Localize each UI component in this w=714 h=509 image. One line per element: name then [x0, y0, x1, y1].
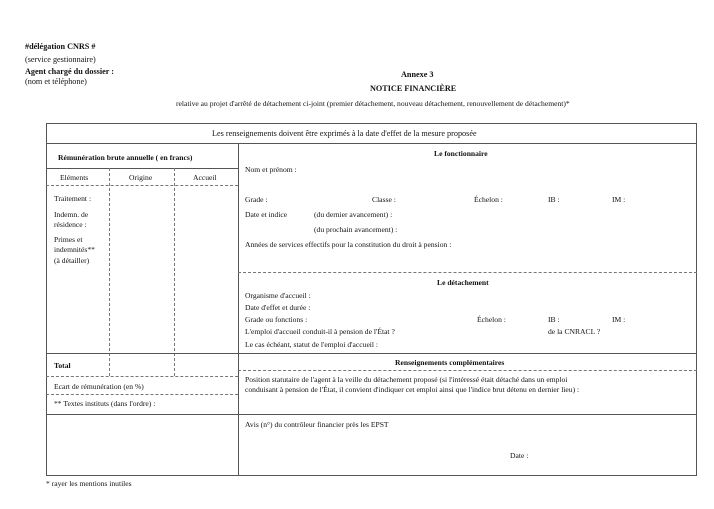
position-line-2: conduisant à pension de l'État, il convient d'indiquer cet emploi ainsi que l'indice brut détenu en dernier lieu) :: [245, 385, 580, 394]
emploi-pension-label: L'emploi d'accueil conduit-il à pension de l'État ?: [245, 327, 395, 336]
detachement-heading: Le détachement: [437, 278, 489, 287]
complementaires-heading: Renseignements complémentaires: [395, 358, 505, 367]
service-label: (service gestionnaire): [25, 55, 96, 64]
row-indemn-1: Indemn. de: [54, 210, 89, 219]
prochain-avancement-label: (du prochain avancement) :: [314, 225, 398, 234]
ib-label: IB :: [548, 195, 560, 204]
banner-divider: [46, 143, 697, 144]
dernier-avancement-label: (du dernier avancement) :: [314, 210, 393, 219]
det-ib-label: IB :: [548, 315, 560, 324]
position-line-1: Position statutaire de l'agent à la veille du détachement proposé (si l'intéressé était détaché dans un emploi: [245, 375, 568, 384]
col-elements: Eléments: [60, 173, 89, 182]
notice-subtitle: relative au projet d'arrêté de détachement ci-joint (premier détachement, nouveau détachement, renouvellement de détachement)*: [176, 99, 570, 108]
cnracl-label: de la CNRACL ?: [548, 327, 601, 336]
statut-emploi-label: Le cas échéant, statut de l'emploi d'accueil :: [245, 340, 379, 349]
delegation-label: #délégation CNRS #: [25, 42, 96, 51]
grade-fonctions-label: Grade ou fonctions :: [245, 315, 308, 324]
classe-label: Classe :: [372, 195, 396, 204]
textes-label: ** Textes instituts (dans l'ordre) :: [54, 399, 156, 408]
det-im-label: IM :: [612, 315, 626, 324]
echelon-label: Échelon :: [474, 195, 503, 204]
main-column-divider: [238, 143, 239, 476]
det-echelon-label: Échelon :: [477, 315, 506, 324]
fonctionnaire-divider: [238, 272, 697, 273]
im-label: IM :: [612, 195, 626, 204]
notice-title: NOTICE FINANCIÈRE: [370, 84, 457, 93]
ecart-label: Ecart de rémunération (en %): [54, 382, 144, 391]
grade-label: Grade :: [245, 195, 268, 204]
col-origine: Origine: [129, 173, 153, 182]
annees-services-label: Années de services effectifs pour la constitution du droit à pension :: [245, 240, 452, 249]
total-bottom-divider: [46, 376, 238, 377]
ecart-divider: [46, 394, 238, 395]
row-primes-1: Primes et: [54, 235, 83, 244]
footnote: * rayer les mentions inutiles: [46, 479, 132, 488]
remuneration-heading: Rémunération brute annuelle ( en francs): [58, 153, 193, 162]
nom-prenom-label: Nom et prénom :: [245, 165, 297, 174]
row-primes-2: indemnités**: [54, 245, 95, 254]
contact-label: (nom et téléphone): [25, 77, 87, 86]
fonctionnaire-heading: Le fonctionnaire: [434, 149, 488, 158]
rem-col-divider-2: [174, 168, 175, 376]
rem-colhead-divider: [46, 185, 238, 186]
rem-col-divider-1: [109, 168, 110, 376]
col-accueil: Accueil: [193, 173, 217, 182]
row-primes-3: (à détailler): [54, 256, 90, 265]
avis-label: Avis (n°) du contrôleur financier près les EPST: [245, 420, 389, 429]
complementaires-heading-divider: [238, 370, 697, 371]
row-traitement: Traitement :: [54, 194, 92, 203]
detachement-divider: [238, 353, 697, 354]
date-duree-label: Date d'effet et durée :: [245, 303, 311, 312]
avis-date-label: Date :: [510, 451, 529, 460]
row-indemn-2: résidence :: [54, 220, 87, 229]
annexe-title: Annexe 3: [401, 70, 434, 79]
total-label: Total: [54, 361, 71, 370]
avis-top-divider: [46, 414, 697, 415]
banner-text: Les renseignements doivent être exprimés à la date d'effet de la mesure proposée: [212, 129, 477, 138]
total-top-divider: [46, 353, 238, 354]
rem-heading-divider: [46, 168, 238, 169]
agent-label: Agent chargé du dossier :: [25, 67, 114, 76]
organisme-label: Organisme d'accueil :: [245, 291, 311, 300]
date-indice-label: Date et indice: [245, 210, 288, 219]
